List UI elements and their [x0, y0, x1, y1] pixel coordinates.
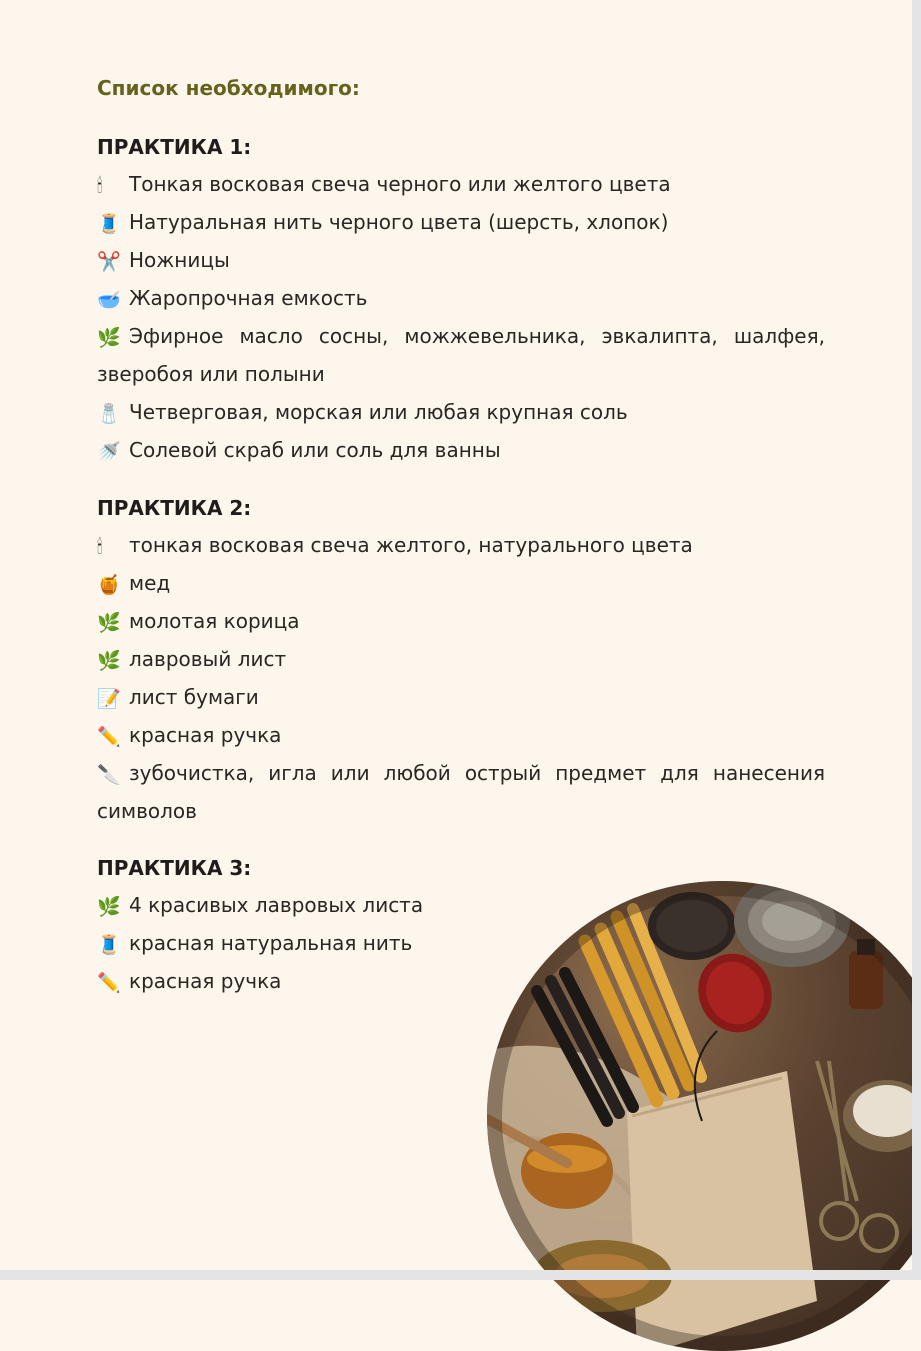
pencil-icon: ✏️	[97, 972, 121, 994]
practice-1-heading: ПРАКТИКА 1:	[97, 135, 252, 159]
herb-icon: 🌿	[97, 612, 121, 634]
list-item	[97, 317, 825, 393]
item-text: Жаропрочная емкость	[129, 286, 368, 310]
list-item	[97, 241, 825, 279]
list-item	[97, 640, 825, 678]
item-text: Ножницы	[129, 248, 230, 272]
item-text: зубочистка, игла или любой острый предмет для нанесения символов	[97, 761, 825, 823]
list-item	[97, 279, 825, 317]
item-text: 4 красивых лавровых листа	[129, 893, 424, 917]
item-text: лавровый лист	[129, 647, 287, 671]
item-text: Солевой скраб или соль для ванны	[129, 438, 501, 462]
herb-icon: 🌿	[97, 327, 121, 349]
practice-1-list	[97, 165, 825, 469]
list-item	[97, 924, 487, 962]
practice-3-heading: ПРАКТИКА 3:	[97, 856, 252, 880]
thread-icon: 🧵	[97, 213, 121, 235]
list-item	[97, 393, 825, 431]
herb-icon: 🌿	[97, 650, 121, 672]
herb-icon: 🌿	[97, 896, 121, 918]
practice-2-heading: ПРАКТИКА 2:	[97, 496, 252, 520]
thread-icon: 🧵	[97, 934, 121, 956]
scissors-icon: ✂️	[97, 251, 121, 273]
item-text: красная натуральная нить	[129, 931, 413, 955]
salt-icon: 🧂	[97, 403, 121, 425]
list-item	[97, 886, 487, 924]
list-item	[97, 564, 825, 602]
item-text: мед	[129, 571, 171, 595]
item-text: молотая корица	[129, 609, 300, 633]
item-text: красная ручка	[129, 969, 282, 993]
page-title: Список необходимого:	[97, 76, 360, 100]
list-item	[97, 754, 825, 830]
viewer-edge-right	[912, 0, 921, 1280]
practice-2-list	[97, 526, 825, 830]
list-item	[97, 716, 825, 754]
practice-1-section	[97, 129, 825, 469]
list-item	[97, 203, 825, 241]
viewer-edge-bottom	[0, 1270, 921, 1280]
list-item	[97, 962, 487, 1000]
practice-3-list	[97, 886, 487, 1000]
list-item	[97, 431, 825, 469]
honey-icon: 🍯	[97, 574, 121, 596]
candle-icon: 🕯	[97, 536, 103, 558]
item-text: Эфирное масло сосны, можжевельника, эвкалипта, шалфея, зверобоя или полыни	[97, 324, 825, 386]
list-item	[97, 526, 825, 564]
item-text: Четверговая, морская или любая крупная соль	[129, 400, 628, 424]
pencil-icon: ✏️	[97, 726, 121, 748]
photo-illustration	[487, 881, 921, 1351]
list-item	[97, 678, 825, 716]
list-item	[97, 165, 825, 203]
practice-2-section	[97, 490, 825, 830]
knife-icon: 🔪	[97, 764, 121, 786]
item-text: лист бумаги	[129, 685, 259, 709]
bowl-icon: 🥣	[97, 289, 121, 311]
item-text: тонкая восковая свеча желтого, натурального цвета	[129, 533, 693, 557]
item-text: Тонкая восковая свеча черного или желтого цвета	[129, 172, 671, 196]
item-text: Натуральная нить черного цвета (шерсть, хлопок)	[129, 210, 669, 234]
practice-3-section	[97, 850, 487, 1000]
candle-icon: 🕯	[97, 175, 103, 197]
list-item	[97, 602, 825, 640]
item-text: красная ручка	[129, 723, 282, 747]
shower-icon: 🚿	[97, 441, 121, 463]
ritual-supplies-photo	[487, 881, 921, 1351]
memo-icon: 📝	[97, 688, 121, 710]
